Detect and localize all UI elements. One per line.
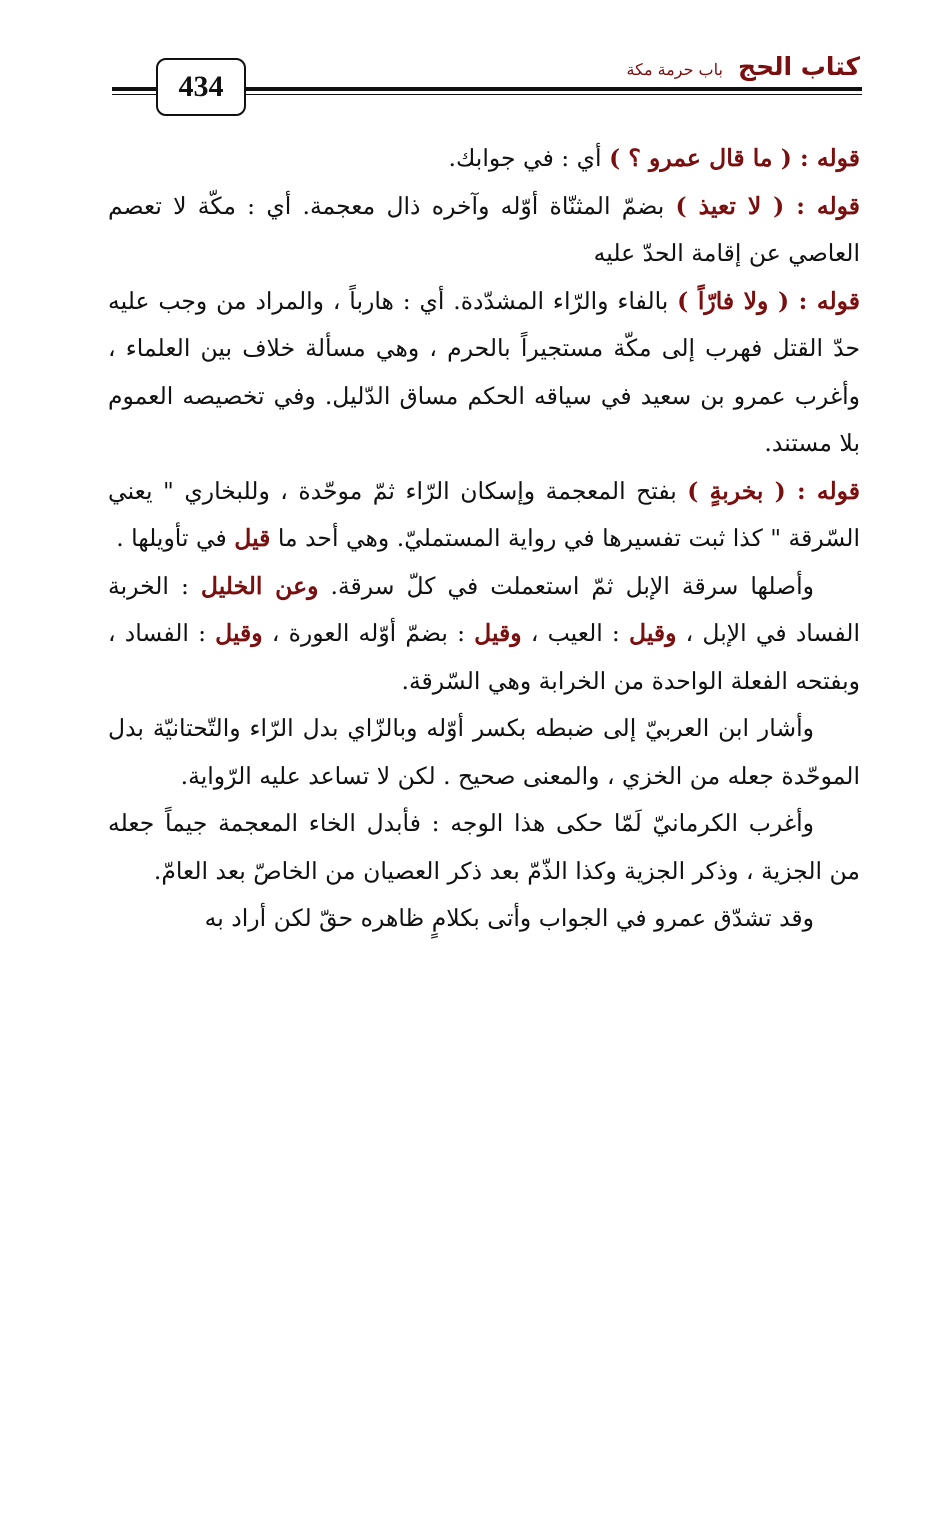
paragraph-8: وقد تشدّق عمرو في الجواب وأتى بكلامٍ ظاهره حقّ لكن أراد به (204, 904, 814, 932)
highlight-keyword: وقيل (629, 619, 677, 647)
paragraph-5 (108, 563, 860, 706)
paragraph-7: وأغرب الكرمانيّ لَمّا حكى هذا الوجه : فأبدل الخاء المعجمة جيماً جعله من الجزية ، وذكر الجزية وكذا الذّمّ بعد ذكر العصيان من الخاصّ بعد العامّ. (108, 809, 860, 885)
paragraph-6: وأشار ابن العربيّ إلى ضبطه بكسر أوّله وبالزّاي بدل الرّاء والتّحتانيّة بدل الموحّدة جعله من الخزي ، والمعنى صحيح . لكن لا تساعد عليه الرّواية. (108, 714, 860, 790)
page-body (108, 135, 860, 943)
page-header (112, 50, 862, 120)
highlight-keyword: قيل (234, 524, 271, 552)
paragraph-2 (108, 183, 860, 278)
quote-keyword: قوله : ( ولا فارّاً ) (677, 286, 860, 315)
paragraph-text: بضمّ المثنّاة أوّله وآخره ذال معجمة. أي : مكّة لا تعصم العاصي عن إقامة الحدّ عليه (108, 191, 860, 267)
highlight-keyword: وقيل (474, 619, 522, 647)
highlight-keyword: وعن الخليل (200, 571, 319, 600)
book-title: كتاب الحج (738, 52, 860, 81)
highlight-keyword: وقيل (215, 619, 263, 647)
paragraph-text: : العيب ، (521, 619, 630, 647)
paragraph-text: : بضمّ أوّله العورة ، (262, 619, 475, 647)
paragraph-1 (108, 135, 860, 183)
running-header (627, 50, 860, 87)
paragraph-text: بفتح المعجمة وإسكان الرّاء ثمّ موحّدة ، وللبخاري " يعني السّرقة " كذا ثبت تفسيرها في رواية المستمليّ. وهي أحد ما (108, 476, 860, 552)
paragraph-text: أي : في جوابك. (448, 144, 610, 172)
paragraph-text: في تأويلها . (116, 524, 235, 552)
paragraph-text: : الفساد ، وبفتحه الفعلة الواحدة من الخرابة وهي السّرقة. (108, 619, 860, 695)
paragraph-text: وأصلها سرقة الإبل ثمّ استعملت في كلّ سرقة. (318, 571, 814, 600)
paragraph-text: بالفاء والرّاء المشدّدة. أي : هارباً ، والمراد من وجب عليه حدّ القتل فهرب إلى مكّة مستجيراً بالحرم ، وهي مسألة خلاف بين العلماء ، وأغرب عمرو بن سعيد في سياقه الحكم مساق الدّليل. وفي تخصيصه العموم بلا مستند. (108, 286, 860, 457)
paragraph-4 (108, 468, 860, 563)
paragraph-text: : الخربة الفساد في الإبل ، (108, 571, 860, 647)
paragraph-3 (108, 278, 860, 468)
chapter-title: باب حرمة مكة (626, 60, 723, 79)
quote-keyword: قوله : ( ما قال عمرو ؟ ) (609, 144, 860, 172)
quote-keyword: قوله : ( بخربةٍ ) (687, 476, 860, 505)
page-number: 434 (156, 58, 246, 116)
quote-keyword: قوله : ( لا تعيذ ) (675, 191, 860, 220)
